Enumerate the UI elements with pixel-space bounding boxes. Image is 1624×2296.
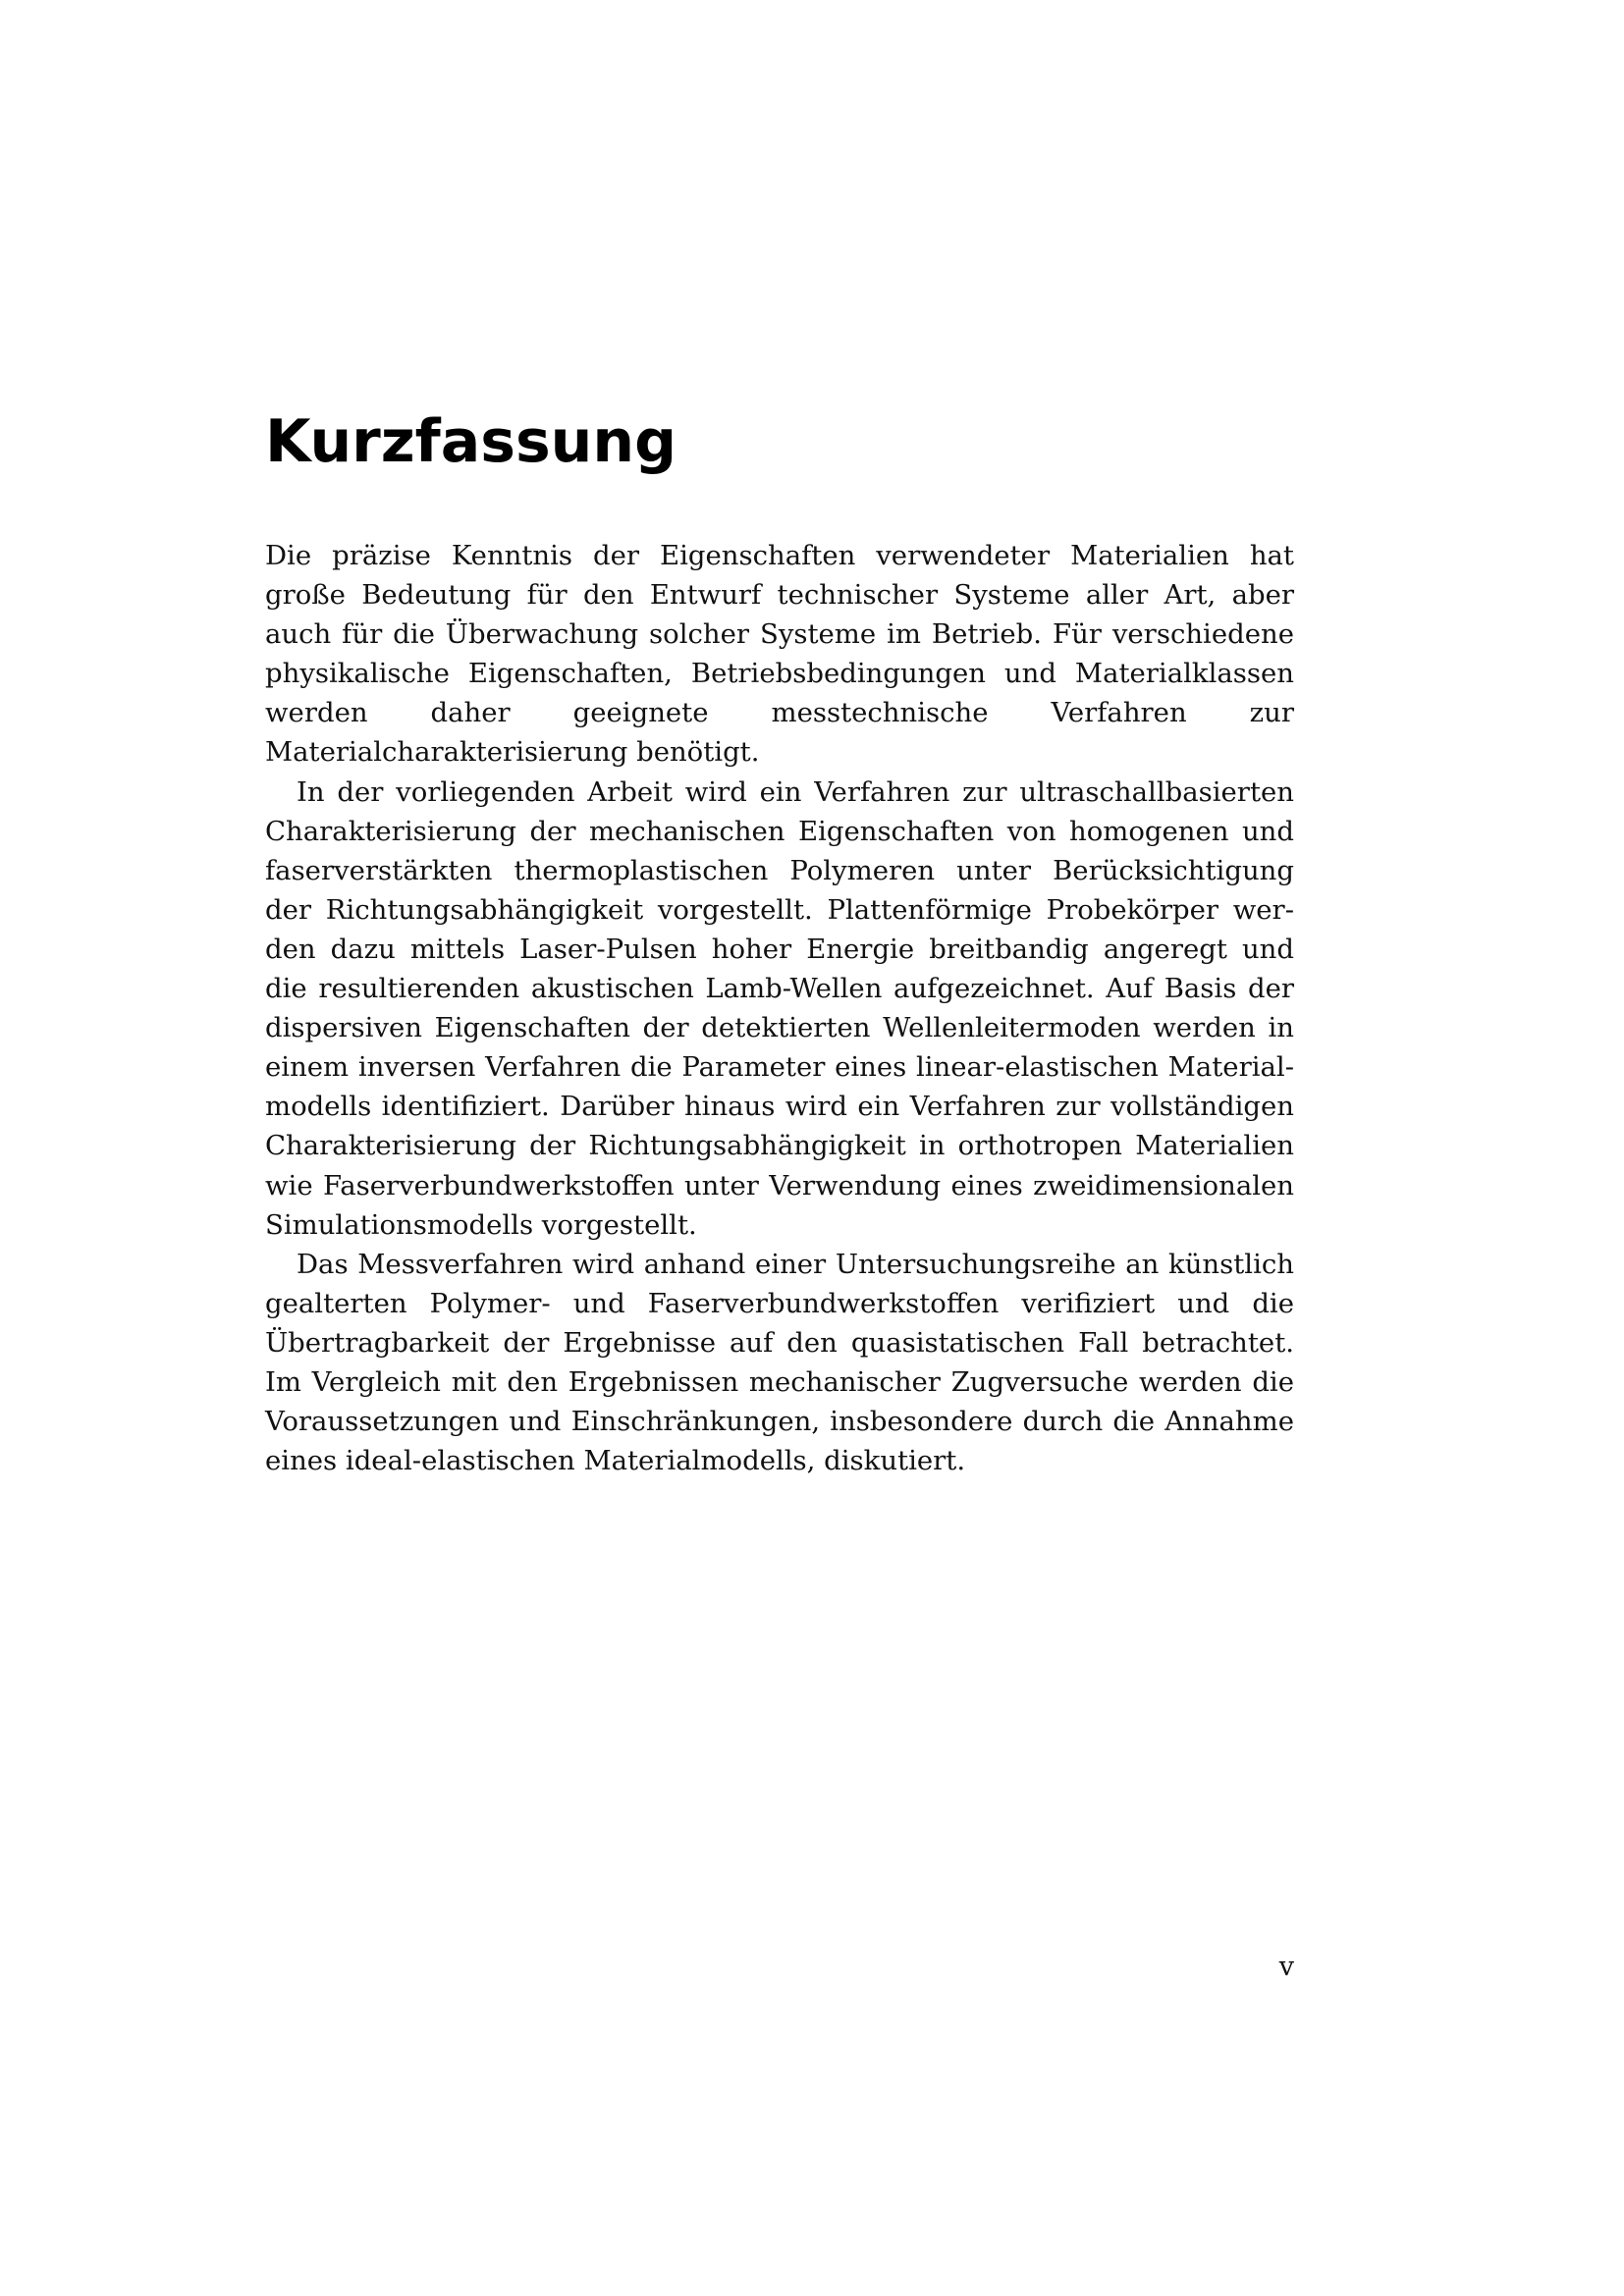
chapter-title: Kurzfassung — [265, 407, 677, 476]
abstract-paragraph-3: Das Messverfahren wird anhand einer Untersuchungsreihe an künstlich gealterten Polymer- und Faserverbundwerkstoffen verifiziert und die Übertragbarkeit der Ergebnisse auf den quasistatischen Fall betrachtet. Im Vergleich mit den Ergebnissen mechanischer Zugversuche werden die Voraussetzungen und Einschränkungen, insbesondere durch die Annahme eines ideal-elastischen Materialmodells, diskutiert. — [265, 1248, 1294, 1477]
abstract-body — [265, 536, 1294, 1480]
abstract-paragraph-2: In der vorliegenden Arbeit wird ein Verfahren zur ultraschallbasierten Charakterisierung der mechanischen Eigenschaften von homogenen und faserverstärkten thermoplastischen Polymeren unter Berücksichtigung der Richtungsabhängigkeit vorgestellt. Plattenförmige Probekörper werden dazu mittels Laser-Pulsen hoher Energie breitbandig angeregt und die resultierenden akustischen Lamb-Wellen aufgezeichnet. Auf Basis der dispersiven Eigenschaften der detektierten Wellenleitermoden werden in einem inversen Verfahren die Parameter eines linear-elastischen Materialmodells identifiziert. Darüber hinaus wird ein Verfahren zur vollständigen Charakterisierung der Richtungsabhängigkeit in orthotropen Materialien wie Faserverbundwerkstoffen unter Verwendung eines zweidimensionalen Simulationsmodells vorgestellt. — [265, 775, 1294, 1241]
page-number: v — [1278, 1951, 1294, 1982]
abstract-paragraph-1: Die präzise Kenntnis der Eigenschaften verwendeter Materialien hat große Bedeutung für den Entwurf technischer Systeme aller Art, aber auch für die Überwachung solcher Systeme im Betrieb. Für verschiedene physikalische Eigenschaften, Betriebsbedingungen und Materialklassen werden daher geeignete messtechnische Verfahren zur Materialcharakterisierung benötigt. — [265, 540, 1294, 769]
